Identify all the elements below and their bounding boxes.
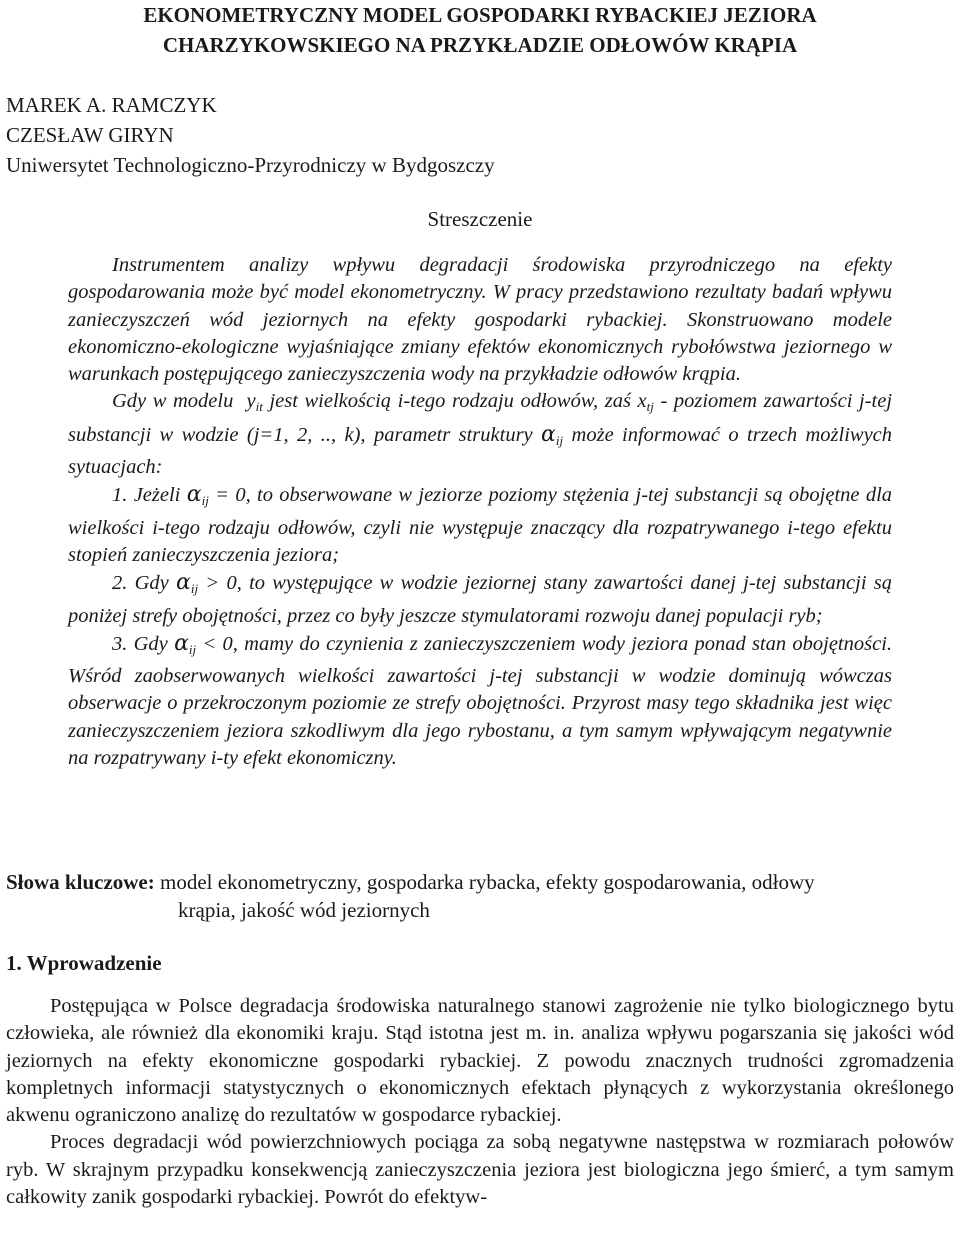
author-name: CZESŁAW GIRYN [6, 123, 174, 147]
subscript: ij [555, 432, 564, 448]
text-run: > 0, to występujące w wodzie jeziornej stany zawartości danej j-tej substancji są poniżej strefy obojętności, przez co były jeszcze stymulatorami rozwoju danej populacji ryb; [68, 572, 893, 627]
subscript: ij [190, 581, 199, 597]
text-run: Gdy w modelu [112, 390, 234, 413]
body-paragraph: Postępująca w Polsce degradacja środowiska naturalnego stanowi zagrożenie nie tylko biologicznego bytu człowieka, ale również dla ekonomiki kraju. Stąd istotna jest m. in. analiza wpływu pogarszania się jakości wód jeziornych na efekty ekonomiczne gospodarki rybackiej. Z powodu znacznych trudności zgromadzenia kompletnych informacji statystycznych o ekonomicznych efektach płynących z wykorzystania określonego akwenu ograniczono analizę do rezultatów w gospodarce rybackiej. [6, 995, 954, 1127]
abstract-case-2 [68, 569, 892, 630]
symbol-y: y [246, 390, 256, 413]
alpha-symbol: α [186, 482, 202, 508]
alpha-symbol: α [174, 630, 189, 656]
section-heading: 1. Wprowadzenie [6, 951, 162, 975]
text-run: < 0, mamy do czynienia z zanieczyszczeniem wody jeziora ponad stan obojętności. Wśród zaobserwowanych wielkości zawartości j-tej substancji w wodzie dominują wówczas obserwacje o przekroczonym poziomie ze strefy obojętności. Przyrost masy tego składnika jest więc zanieczyszczeniem jeziora szkodliwym dla jego rybostanu, a tym samym wpływającym negatywnie na rozpatrywany i-ty efekt ekonomiczny. [68, 632, 893, 770]
keywords-text: krąpia, jakość wód jeziornych [178, 898, 430, 922]
subscript: it [255, 399, 263, 415]
paper-title [30, 0, 930, 60]
keywords-text: model ekonometryczny, gospodarka rybacka, efekty gospodarowania, odłowy [160, 870, 815, 894]
body-paragraph: Proces degradacji wód powierzchniowych pociąga za sobą negatywne następstwa w rozmiarach połowów ryb. W skrajnym przypadku konsekwencją zanieczyszczenia jeziora jest biologiczna jego śmierć, a tym samym całkowity zanik gospodarki rybackiej. Powrót do efektyw- [6, 1131, 954, 1209]
alpha-symbol: α [541, 421, 556, 447]
subscript: ij [201, 493, 209, 509]
keywords-block [6, 868, 960, 924]
abstract-paragraph [68, 388, 892, 481]
abstract-paragraph: Instrumentem analizy wpływu degradacji środowiska przyrodniczego na efekty gospodarowania może być model ekonometryczny. W pracy przedstawiono rezultaty badań wpływu zanieczyszczeń wód jeziornych na efekty gospodarki rybackiej. Skonstruowano modele ekonomiczno-ekologiczne wyjaśniające zmiany efektów ekonomicznych rybołówstwa jeziornego w warunkach postępującego zanieczyszczenia wody na przykładzie odłowów krąpia. [68, 254, 892, 386]
alpha-symbol: α [176, 570, 191, 596]
section-body [6, 993, 954, 1211]
text-run: może informować o trzech możliwych sytuacjach: [68, 423, 893, 479]
author-name: MAREK A. RAMCZYK [6, 93, 217, 117]
abstract-case-1 [68, 481, 892, 569]
subscript: tj [646, 399, 654, 415]
author-affiliation: Uniwersytet Technologiczno-Przyrodniczy w Bydgoszczy [6, 153, 495, 177]
text-run: 3. Gdy [112, 632, 168, 655]
keywords-label: Słowa kluczowe: [6, 870, 155, 894]
abstract-case-3 [68, 630, 892, 772]
text-run: - poziomem zawartości j-tej substancji w wodzie (j=1, 2, .., k), parametr struktury [68, 390, 893, 446]
text-run: = 0, to obserwowane w jeziorze poziomy stężenia j-tej substancji są obojętne dla wielkości i-tego rodzaju odłowów, czyli nie występuje znaczący dla rozpatrywanego i-tego efektu stopień zanieczyszczenia jeziora; [68, 484, 893, 566]
subscript: ij [188, 641, 197, 657]
abstract-heading: Streszczenie [427, 207, 533, 231]
abstract-body [68, 252, 892, 772]
author-block [6, 90, 495, 180]
symbol-x: x [637, 390, 647, 413]
title-line-2: CHARZYKOWSKIEGO NA PRZYKŁADZIE ODŁOWÓW KRĄPIA [162, 33, 798, 57]
title-line-1: EKONOMETRYCZNY MODEL GOSPODARKI RYBACKIEJ JEZIORA [143, 3, 817, 27]
text-run: 2. Gdy [112, 572, 169, 595]
text-run: 1. Jeżeli [112, 484, 181, 507]
text-run: jest wielkością i-tego rodzaju odłowów, zaś [269, 390, 631, 413]
